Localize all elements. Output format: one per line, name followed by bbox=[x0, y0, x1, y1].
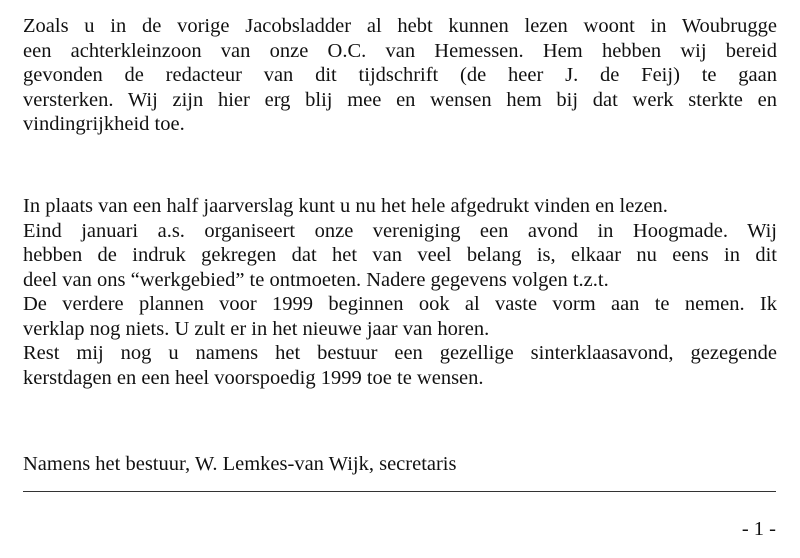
text-line: Zoals u in de vorige Jacobsladder al hebt kunnen lezen woont in Woubrugge bbox=[23, 15, 777, 37]
paragraph-plans bbox=[23, 194, 777, 390]
text-line: Rest mij nog u namens het bestuur een gezellige sinterklaasavond, gezegende bbox=[23, 342, 777, 364]
text-line: deel van ons “werkgebied” te ontmoeten. Nadere gegevens volgen t.z.t. bbox=[23, 268, 609, 291]
text-line: hebben de indruk gekregen dat het van veel belang is, elkaar nu eens in dit bbox=[23, 244, 777, 266]
text-line: verklap nog niets. U zult er in het nieuwe jaar van horen. bbox=[23, 317, 490, 340]
horizontal-divider bbox=[23, 491, 776, 492]
signature: Namens het bestuur, W. Lemkes-van Wijk, secretaris bbox=[23, 453, 457, 475]
text-line: gevonden de redacteur van dit tijdschrift (de heer J. de Feij) te gaan bbox=[23, 64, 777, 86]
text-line: vindingrijkheid toe. bbox=[23, 113, 185, 135]
page-number: - 1 - bbox=[741, 518, 776, 540]
text-line: kerstdagen en een heel voorspoedig 1999 toe te wensen. bbox=[23, 366, 484, 389]
text-line: In plaats van een half jaarverslag kunt u nu het hele afgedrukt vinden en lezen. bbox=[23, 195, 668, 217]
text-line: Eind januari a.s. organiseert onze vereniging een avond in Hoogmade. Wij bbox=[23, 219, 777, 242]
text-line: een achterkleinzoon van onze O.C. van Hemessen. Hem hebben wij bereid bbox=[23, 39, 777, 62]
text-line: versterken. Wij zijn hier erg blij mee en wensen hem bij dat werk sterkte en bbox=[23, 88, 777, 111]
text-line: De verdere plannen voor 1999 beginnen ook al vaste vorm aan te nemen. Ik bbox=[23, 293, 777, 315]
paragraph-new-editor bbox=[23, 14, 777, 137]
